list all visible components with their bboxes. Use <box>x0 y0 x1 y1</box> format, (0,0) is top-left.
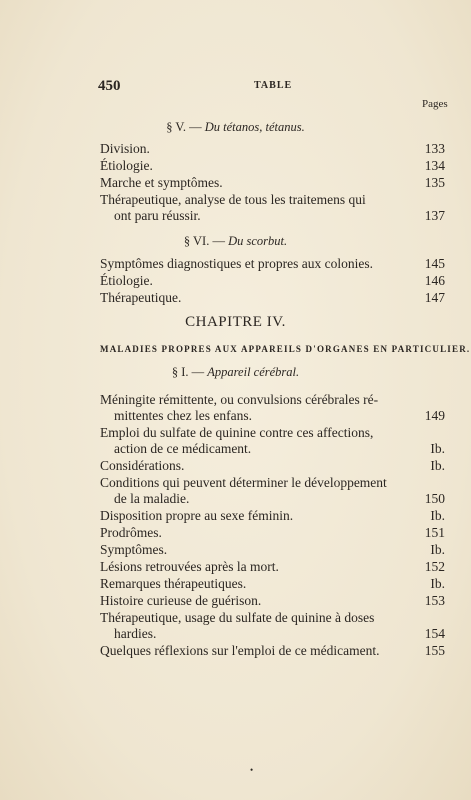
entry-label-continued: action de ce médicament. <box>114 441 252 456</box>
toc-entry <box>100 425 445 441</box>
entry-label: Méningite rémittente, ou convulsions cérébrales ré- <box>100 392 379 407</box>
toc-entry-continuation <box>114 441 445 457</box>
toc-entry <box>100 158 445 174</box>
entry-label: Conditions qui peuvent déterminer le développement <box>100 475 387 490</box>
entry-label: Disposition propre au sexe féminin. <box>100 508 294 523</box>
section-title: Appareil cérébral. <box>207 365 300 379</box>
entry-label: Emploi du sulfate de quinine contre ces affections, <box>100 425 374 440</box>
running-head: TABLE <box>254 80 293 91</box>
toc-entry-continuation <box>114 408 445 424</box>
entry-label: Lésions retrouvées après la mort. <box>100 559 279 574</box>
entry-page: 151 <box>424 525 445 540</box>
entry-label: Considérations. <box>100 458 185 473</box>
entry-page: 147 <box>424 290 445 305</box>
toc-entry <box>100 141 445 157</box>
toc-entry <box>100 192 445 208</box>
toc-entry-continuation <box>114 491 445 507</box>
section-number: § VI. — <box>183 234 225 248</box>
toc-entry <box>100 643 445 659</box>
toc-entry <box>100 392 445 408</box>
entry-page: Ib. <box>430 576 445 591</box>
section-number: § I. — <box>171 365 205 379</box>
entry-label: Division. <box>100 141 150 156</box>
entry-page: 135 <box>424 175 445 190</box>
toc-entry-continuation <box>114 208 445 224</box>
toc-entry <box>100 175 445 191</box>
entry-page: Ib. <box>430 458 445 473</box>
entry-page: 150 <box>424 491 445 506</box>
entry-label: Thérapeutique. <box>100 290 182 305</box>
entry-page: Ib. <box>430 441 445 456</box>
entry-label: Prodrômes. <box>100 525 162 540</box>
toc-entry <box>100 593 445 609</box>
entry-page: 149 <box>424 408 445 423</box>
entry-label: Symptômes diagnostiques et propres aux colonies. <box>100 256 373 271</box>
section-heading <box>0 365 471 380</box>
entry-label-continued: ont paru réussir. <box>114 208 201 223</box>
entry-label: Remarques thérapeutiques. <box>100 576 247 591</box>
toc-entry <box>100 559 445 575</box>
section-title: Du scorbut. <box>228 234 288 248</box>
entry-page: Ib. <box>430 542 445 557</box>
entry-page: 133 <box>424 141 445 156</box>
entry-label: Étiologie. <box>100 273 153 288</box>
entry-page: 154 <box>424 626 445 641</box>
chapter-title: CHAPITRE IV. <box>185 314 286 330</box>
entry-label: Quelques réflexions sur l'emploi de ce médicament. <box>100 643 380 658</box>
entry-label: Étiologie. <box>100 158 153 173</box>
toc-entry <box>100 256 445 272</box>
entry-label: Thérapeutique, usage du sulfate de quinine à doses <box>100 610 375 625</box>
entry-label-continued: de la maladie. <box>114 491 190 506</box>
entry-page: 137 <box>424 208 445 223</box>
entry-label-continued: mittentes chez les enfans. <box>114 408 252 423</box>
entry-page: 152 <box>424 559 445 574</box>
section-number: § V. — <box>166 120 202 134</box>
entry-page: 155 <box>424 643 445 658</box>
toc-entry <box>100 576 445 592</box>
entry-page: 145 <box>424 256 445 271</box>
toc-entry <box>100 525 445 541</box>
section-heading <box>0 234 471 249</box>
entry-label: Marche et symptômes. <box>100 175 223 190</box>
page-number: 450 <box>98 78 121 94</box>
toc-entry <box>100 610 445 626</box>
toc-entry <box>100 542 445 558</box>
toc-entry <box>100 508 445 524</box>
chapter-subtitle: MALADIES PROPRES AUX APPAREILS D'ORGANES EN PARTICULIER. <box>100 344 471 354</box>
toc-entry <box>100 458 445 474</box>
entry-page: 134 <box>424 158 445 173</box>
toc-entry <box>100 273 445 289</box>
entry-page: 146 <box>424 273 445 288</box>
pages-column-heading: Pages <box>422 98 448 110</box>
entry-page: Ib. <box>430 508 445 523</box>
entry-label: Thérapeutique, analyse de tous les traitemens qui <box>100 192 366 207</box>
section-title: Du tétanos, tétanus. <box>204 120 305 134</box>
entry-label: Symptômes. <box>100 542 168 557</box>
entry-page: 153 <box>424 593 445 608</box>
section-heading <box>0 120 471 135</box>
entry-label: Histoire curieuse de guérison. <box>100 593 262 608</box>
printer-mark: • <box>250 765 254 775</box>
toc-entry <box>100 290 445 306</box>
toc-entry-continuation <box>114 626 445 642</box>
toc-entry <box>100 475 445 491</box>
entry-label-continued: hardies. <box>114 626 157 641</box>
